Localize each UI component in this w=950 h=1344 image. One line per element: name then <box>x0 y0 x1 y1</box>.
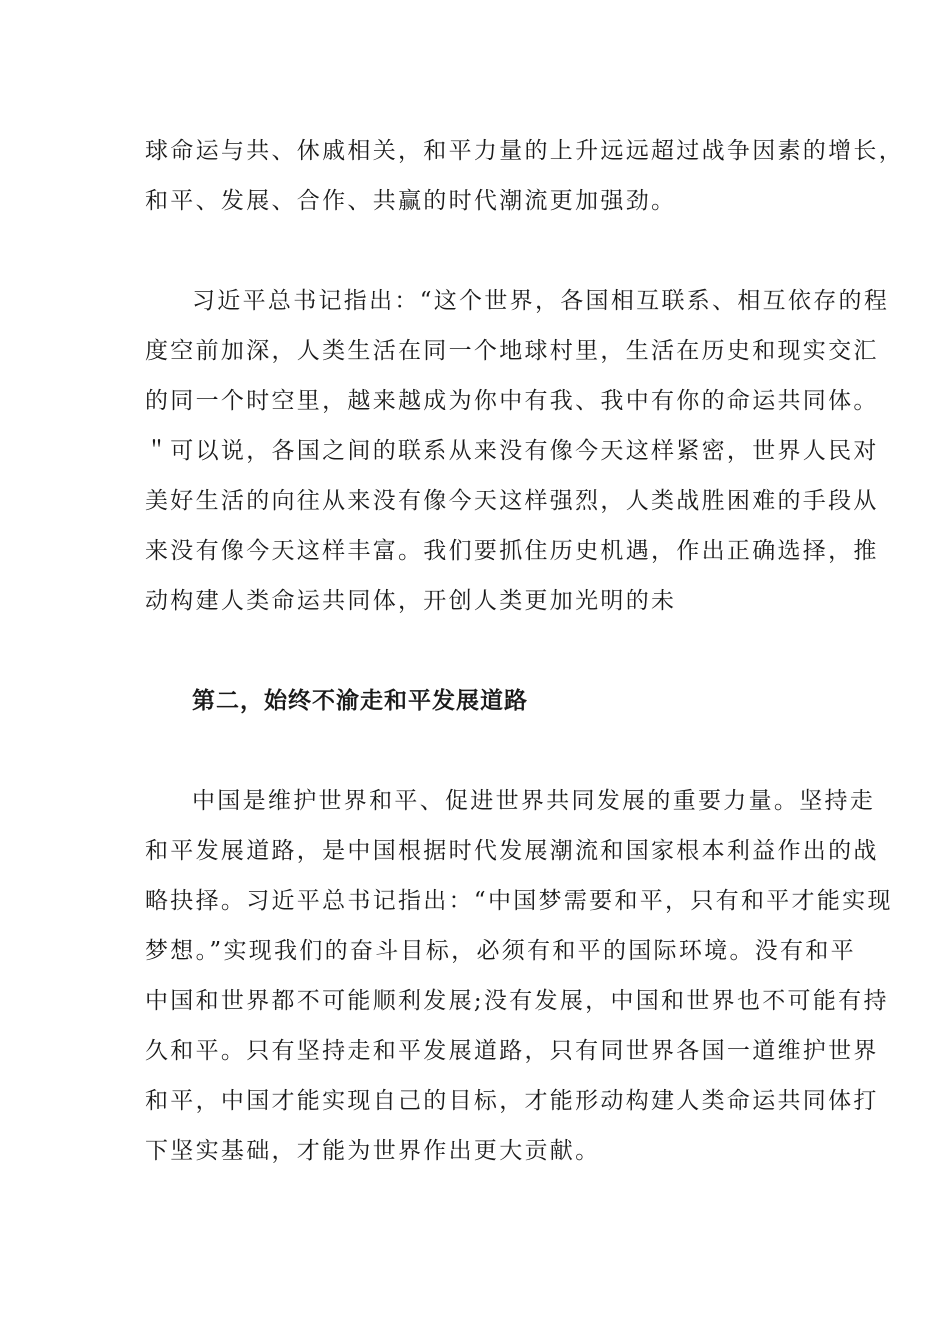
paragraph-3-line-1: 中国是维护世界和平、促进世界共同发展的重要力量。坚持走 <box>192 788 876 814</box>
paragraph-3-line-3: 略抉择。习近平总书记指出：“中国梦需要和平，只有和平才能实现 <box>145 888 893 914</box>
paragraph-2-line-5: 美好生活的向往从来没有像今天这样强烈，人类战胜困难的手段从 <box>145 488 879 514</box>
paragraph-2-line-4: ＂可以说，各国之间的联系从来没有像今天这样紧密，世界人民对 <box>145 438 879 464</box>
paragraph-3-line-7: 和平，中国才能实现自己的目标，才能形动构建人类命运共同体打 <box>145 1088 879 1114</box>
paragraph-2-line-3: 的同一个时空里，越来越成为你中有我、我中有你的命运共同体。 <box>145 388 879 414</box>
paragraph-2-line-2: 度空前加深，人类生活在同一个地球村里，生活在历史和现实交汇 <box>145 338 879 364</box>
paragraph-3-line-2: 和平发展道路，是中国根据时代发展潮流和国家根本利益作出的战 <box>145 838 879 864</box>
paragraph-1-line-2: 和平、发展、合作、共赢的时代潮流更加强劲。 <box>145 188 677 214</box>
paragraph-2-line-7: 动构建人类命运共同体，开创人类更加光明的未 <box>145 588 677 614</box>
paragraph-3-line-5: 中国和世界都不可能顺利发展;没有发展，中国和世界也不可能有持 <box>145 988 889 1014</box>
paragraph-2-line-6: 来没有像今天这样丰富。我们要抓住历史机遇，作出正确选择，推 <box>145 538 879 564</box>
paragraph-3-line-8: 下坚实基础，才能为世界作出更大贡献。 <box>145 1138 601 1164</box>
paragraph-3-line-6: 久和平。只有坚持走和平发展道路，只有同世界各国一道维护世界 <box>145 1038 879 1064</box>
paragraph-2-line-1: 习近平总书记指出：“这个世界，各国相互联系、相互依存的程 <box>192 288 890 314</box>
paragraph-1-line-1: 球命运与共、休戚相关，和平力量的上升远远超过战争因素的增长， <box>145 138 904 164</box>
paragraph-3-line-4: 梦想。”实现我们的奋斗目标，必须有和平的国际环境。没有和平 <box>145 938 856 964</box>
section-heading: 第二，始终不渝走和平发展道路 <box>192 687 528 714</box>
